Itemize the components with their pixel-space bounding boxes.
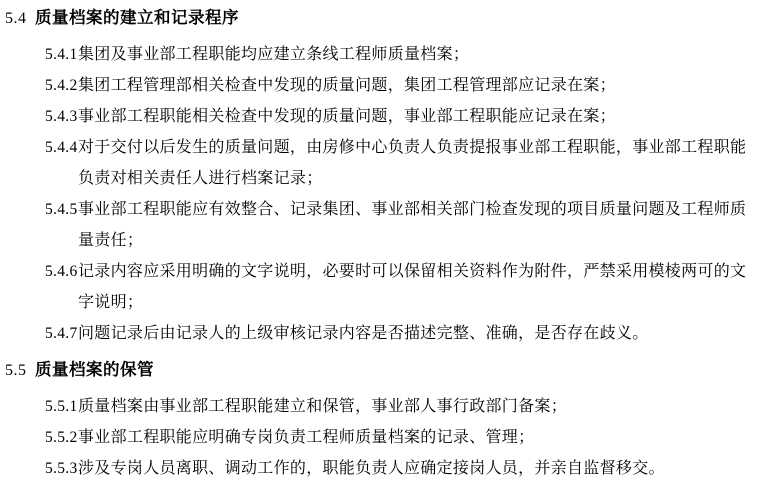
clause-number: 5.4.5: [45, 201, 78, 218]
clause-row: [0, 318, 760, 349]
clause-text: 质量档案由事业部工程职能建立和保管，事业部人事行政部门备案；: [78, 398, 568, 415]
clause-row: [0, 39, 760, 70]
clause-number: 5.5.2: [45, 429, 78, 446]
clause-row: [0, 256, 760, 318]
clause-number: 5.4.2: [45, 77, 78, 94]
clause-row: [0, 70, 760, 101]
clause-text: 事业部工程职能应明确专岗负责工程师质量档案的记录、管理；: [78, 429, 535, 446]
clause-row: [0, 453, 760, 481]
clause-row: [0, 101, 760, 132]
clause-text: 问题记录后由记录人的上级审核记录内容是否描述完整、准确，是否存在歧义。: [78, 325, 649, 342]
clause-text: 涉及专岗人员离职、调动工作的，职能负责人应确定接岗人员，并亲自监督移交。: [78, 460, 665, 477]
clause-number: 5.4.6: [45, 263, 78, 280]
clause-text: 对于交付以后发生的质量问题，由房修中心负责人负责提报事业部工程职能，事业部工程职能负责对相关责任人进行档案记录；: [78, 139, 747, 187]
clause-list: [0, 391, 760, 481]
section-heading: [0, 358, 760, 382]
clause-row: [0, 391, 760, 422]
clause-row: [0, 132, 760, 194]
clause-text: 事业部工程职能相关检查中发现的质量问题，事业部工程职能应记录在案；: [78, 108, 616, 125]
clause-row: [0, 422, 760, 453]
section-block: [0, 6, 760, 349]
clause-number: 5.4.1: [45, 46, 78, 63]
section-title: 质量档案的建立和记录程序: [35, 8, 239, 27]
document-body: [0, 6, 760, 481]
clause-row: [0, 194, 760, 256]
section-block: [0, 358, 760, 481]
clause-number: 5.4.7: [45, 325, 78, 342]
clause-text: 集团工程管理部相关检查中发现的质量问题，集团工程管理部应记录在案；: [78, 77, 616, 94]
clause-number: 5.4.4: [45, 139, 78, 156]
section-number: 5.5: [5, 362, 27, 379]
section-title: 质量档案的保管: [35, 360, 154, 379]
clause-list: [0, 39, 760, 349]
clause-text: 事业部工程职能应有效整合、记录集团、事业部相关部门检查发现的项目质量问题及工程师质量责任；: [78, 201, 747, 249]
clause-text: 集团及事业部工程职能均应建立条线工程师质量档案；: [78, 46, 470, 63]
clause-number: 5.5.3: [45, 460, 78, 477]
section-heading: [0, 6, 760, 30]
clause-text: 记录内容应采用明确的文字说明，必要时可以保留相关资料作为附件，严禁采用模棱两可的文字说明；: [78, 263, 747, 311]
clause-number: 5.5.1: [45, 398, 78, 415]
section-number: 5.4: [5, 10, 27, 27]
clause-number: 5.4.3: [45, 108, 78, 125]
